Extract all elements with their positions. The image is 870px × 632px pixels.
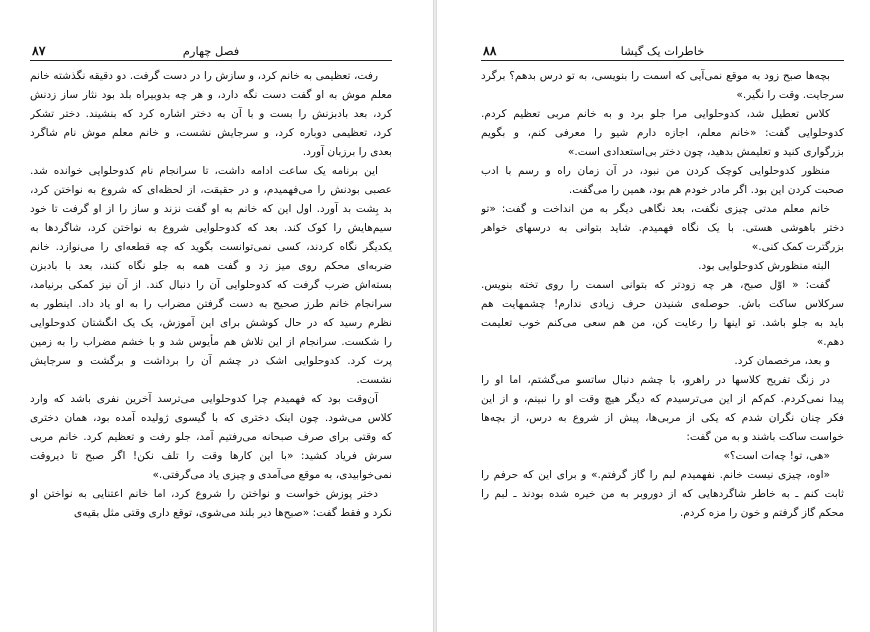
- text-line: پیدا نمی‌کردم. کم‌کم از این می‌ترسیدم که دیگر هیچ وقت او را نبینم، و از این: [481, 393, 844, 405]
- text-line: سرکلاس ساکت باش. حوصله‌ی شنیدن حرف زیادی ندارم! چشمهایت هم: [481, 298, 844, 310]
- left-page-number: ۸۷: [32, 43, 46, 58]
- text-line: در زنگ تفریح کلاسها در راهرو، با چشم دنبال ساتسو می‌گشتم، اما او را: [481, 374, 830, 386]
- left-page-body: [30, 67, 392, 523]
- paragraph: [481, 162, 844, 200]
- paragraph: [481, 67, 844, 105]
- text-line: معلم موش به او گفت دست نگه دارد، و هر چه بدوبیراه بلد بود نثار ساز زدنش: [30, 89, 392, 101]
- paragraph: [481, 466, 844, 523]
- left-page-header: [30, 42, 392, 61]
- paragraph: [481, 371, 844, 447]
- text-line: بزرگواری کنید و تعلیمش بدهید، چون دختر بی‌استعدادی است.»: [567, 146, 844, 158]
- text-line: نظرم رسید که در حال کوشش برای این آموزش، یک یک انگشتان کدوحلوایی: [30, 317, 392, 329]
- text-line: این برنامه یک ساعت ادامه داشت، تا سرانجام نام کدوحلوایی خوانده شد.: [30, 165, 378, 177]
- paragraph: [481, 200, 844, 257]
- text-line: بچه‌ها صبح زود به موقع نمی‌آیی که اسمت را بنویسی، به تو درس بدهم؟ برگرد: [481, 70, 830, 82]
- right-page-number: ۸۸: [483, 43, 497, 58]
- text-line: «اوه، چیزی نیست خانم. نفهمیدم لبم را گاز گرفتم.» و برای این که حرفم را: [481, 469, 830, 481]
- text-line: دختر پوزش خواست و نواختن را شروع کرد، اما خانم اعتنایی به نواختن او: [30, 488, 378, 500]
- right-page: [437, 0, 870, 632]
- text-line: خواست ساکت باشند و به من گفت:: [686, 431, 844, 443]
- text-line: رفت، تعظیمی به خانم کرد، و سازش را در دست گرفت. دو دقیقه نگذشته خانم: [30, 70, 378, 82]
- text-line: را شکست. سرانجام از این تلاش هم مأیوس شد و با خشم مضراب را به زمین: [30, 336, 392, 348]
- left-page: [0, 0, 433, 632]
- text-line: بسته‌اش ضرب گرفت که کدوحلوایی آن را دنبال کند. از آن نیز کمکی برنیامد،: [30, 279, 392, 291]
- text-line: باید به جلو باشد. تو اینها را رعایت کن، من هم سعی می‌کنم خوب تعلیمت: [481, 317, 844, 329]
- text-line: «هی، تو! چه‌ات است؟»: [723, 450, 830, 462]
- paragraph: [30, 485, 392, 523]
- text-line: محکم گاز گرفتم و خون را مزه کردم.: [679, 507, 844, 519]
- paragraph: [481, 447, 844, 466]
- text-line: کدوحلوایی گفت: «خانم معلم، اجازه دارم شیو را معرفی کنم، و بگویم: [481, 127, 844, 139]
- text-line: بعدی را برزبان آورد.: [302, 146, 392, 158]
- text-line: کرد، بعد بادبزنش را بست و با آن به دختر اشاره کرد که بنشیند. دختر تشکر: [30, 108, 392, 120]
- paragraph: [481, 257, 844, 276]
- text-line: فکر چنان نگران شدم که یکی از مربی‌ها، پیش از شروع به درس، از بچه‌ها: [481, 412, 844, 424]
- right-running-title: خاطرات یک گیشا: [620, 44, 705, 58]
- left-running-title: فصل چهارم: [182, 44, 240, 58]
- text-line: دختر باهوشی هستی. با یک نگاه فهمیدم. شاید بتوانی به درسهای خواهر: [481, 222, 844, 234]
- text-line: که وقتی برای صرف صبحانه می‌رفتیم آمد، جلو رفت و تعظیم کرد. خانم مربی: [30, 431, 392, 443]
- right-page-body: [481, 67, 844, 523]
- text-line: نمی‌خوابیدی، به موقع می‌آمدی و چیزی یاد می‌گرفتی.»: [152, 469, 392, 481]
- text-line: البته منظورش کدوحلوایی بود.: [698, 260, 830, 272]
- text-line: نشست.: [356, 374, 392, 386]
- text-line: نکرد و فقط گفت: «صبح‌ها دیر بلند می‌شوی، توقع داری وقتی مثل بقیه‌ی: [73, 507, 392, 519]
- text-line: سرجایت. وقت را نگیر.»: [736, 89, 844, 101]
- text-line: کلاس تعطیل شد، کدوحلوایی مرا جلو برد و به خانم مربی تعظیم کردم.: [481, 108, 830, 120]
- text-line: منظور کدوحلوایی کوچک کردن من نبود، در آن زمان راه و رسم با ادب: [481, 165, 830, 177]
- text-line: عصبی بودنش را می‌فهمیدم، و در حقیقت، از لحظه‌ای که شروع به نواختن کرد،: [30, 184, 392, 196]
- text-line: ضربه‌ای محکم روی میز زد و گفت همه به جلو نگاه کنند، بعد با بادبزن: [30, 260, 392, 272]
- text-line: خانم معلم مدتی چیزی نگفت، بعد نگاهی دیگر به من انداخت و گفت: «تو: [481, 203, 830, 215]
- text-line: پرت کرد. کدوحلوایی اشک در چشم آن را برداشت و برگشت و سرجایش: [30, 355, 392, 367]
- paragraph: [30, 162, 392, 390]
- text-line: ثابت کنم ـ به خاطر شاگردهایی که از دوروبر به من خیره شده بودند ـ لبم را: [481, 488, 844, 500]
- text-line: کلاس می‌شود. چون اینک دختری که با گیسوی ژولیده آمده بود، همان دختری: [30, 412, 392, 424]
- text-line: کرد، تعظیمی دوباره کرد، و سرجایش نشست، و خانم معلم موش نام شاگرد: [30, 127, 392, 139]
- text-line: آن‌وقت بود که فهمیدم چرا کدوحلوایی می‌ترسد آخرین نفری باشد که وارد: [30, 393, 378, 405]
- text-line: صحبت کردن این بود. اگر مادر خودم هم بود، همین را می‌گفت.: [568, 184, 844, 196]
- paragraph: [481, 105, 844, 162]
- text-line: سیم‌هایش را کوک کند. بعد که کدوحلوایی شروع به نواختن کرد، شاگردها به: [30, 222, 392, 234]
- text-line: و بعد، مرخصمان کرد.: [734, 355, 830, 367]
- paragraph: [481, 352, 844, 371]
- text-line: یکدیگر نگاه کردند، کسی نمی‌توانست بگوید که چه قطعه‌ای را می‌نوازد. خانم: [30, 241, 392, 253]
- text-line: سرش فریاد کشید: «با این کارها وقت را تلف نکن! اگر صبح تا دیروقت: [30, 450, 392, 462]
- text-line: بزرگترت کمک کنی.»: [751, 241, 844, 253]
- right-page-header: [481, 42, 844, 61]
- text-line: گفت: « اوّل صبح، هر چه زودتر که بتوانی اسمت را روی تخته بنویس.: [481, 279, 830, 291]
- paragraph: [481, 276, 844, 352]
- paragraph: [30, 390, 392, 485]
- paragraph: [30, 67, 392, 162]
- text-line: بد بِشت بد آورد. اول این که خانم به او گفت نزند و ساز را از او گرفت تا خود: [30, 203, 392, 215]
- text-line: سرانجام خانم طرز صحیح به دست گرفتن مضراب را به او یاد داد. اینطور به: [30, 298, 392, 310]
- text-line: دهم.»: [816, 336, 844, 348]
